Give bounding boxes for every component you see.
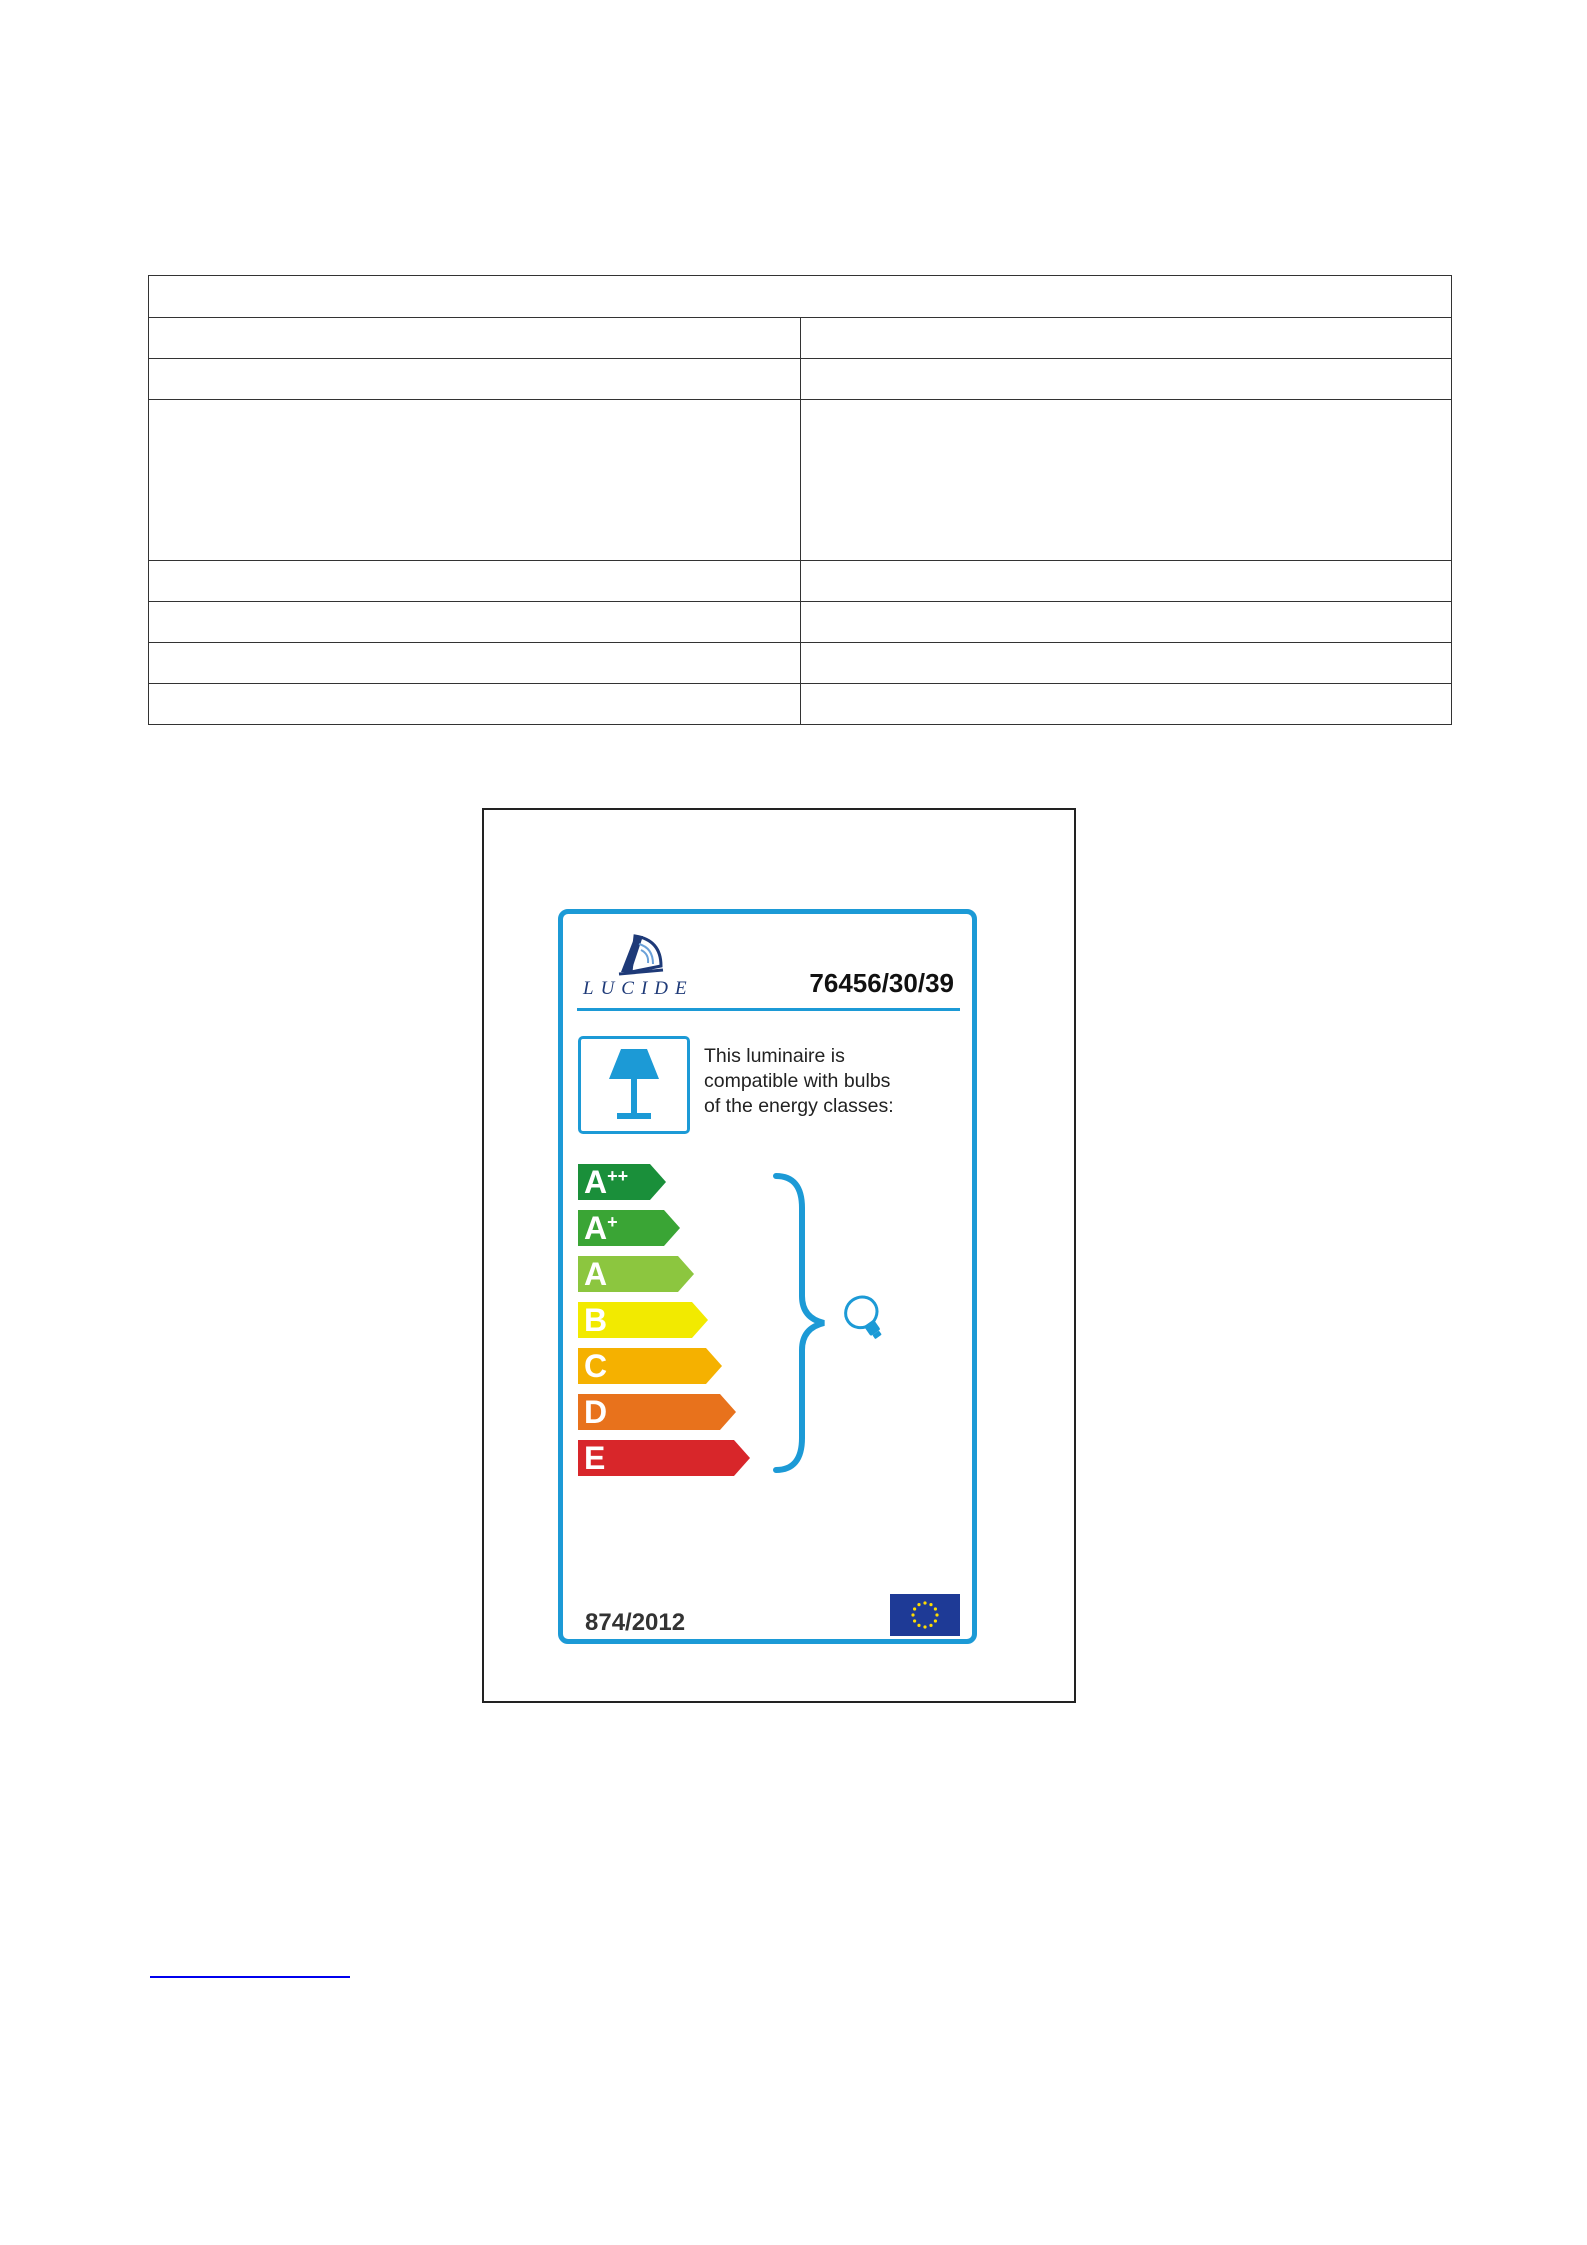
table-row (149, 318, 1452, 359)
compat-line: compatible with bulbs (704, 1070, 891, 1092)
spec-key (149, 643, 801, 684)
energy-label-frame (482, 808, 1076, 1703)
table-lamp-icon (581, 1039, 687, 1131)
spec-key (149, 561, 801, 602)
energy-class-label: D (584, 1394, 608, 1430)
energy-class-aplus (578, 1210, 680, 1246)
energy-class-b (578, 1302, 708, 1338)
energy-class-aplusplus (578, 1164, 666, 1200)
energy-class-label: C (584, 1348, 608, 1384)
table-row (149, 400, 1452, 561)
spec-table-header (149, 276, 1452, 318)
spec-key (149, 400, 801, 561)
spec-value (800, 561, 1452, 602)
energy-class-c (578, 1348, 722, 1384)
bulb-icon (835, 1286, 905, 1346)
energy-class-e (578, 1440, 750, 1476)
spec-key (149, 318, 801, 359)
brand-name: LUCIDE (583, 978, 694, 999)
energy-class-scale (578, 1164, 768, 1474)
table-row (149, 643, 1452, 684)
table-row (149, 561, 1452, 602)
header-divider (577, 1008, 960, 1011)
lamp-box (578, 1036, 690, 1134)
regulation-number: 874/2012 (585, 1609, 686, 1636)
compat-line: This luminaire is (704, 1045, 845, 1067)
spec-value (800, 643, 1452, 684)
energy-class-label: B (584, 1302, 608, 1338)
energy-class-label: A++ (584, 1164, 629, 1200)
spec-value (800, 359, 1452, 400)
table-row (149, 359, 1452, 400)
table-row (149, 684, 1452, 725)
footer-link[interactable] (150, 1950, 350, 1978)
energy-class-a (578, 1256, 694, 1292)
energy-label-card (558, 909, 977, 1644)
compat-line: of the energy classes: (704, 1095, 894, 1117)
spec-value (800, 602, 1452, 643)
energy-class-label: E (584, 1440, 606, 1476)
spec-key (149, 684, 801, 725)
brace-icon (770, 1168, 830, 1478)
spec-value (800, 400, 1452, 561)
eu-flag-icon (890, 1594, 960, 1636)
energy-class-d (578, 1394, 736, 1430)
spec-key (149, 359, 801, 400)
table-row (149, 602, 1452, 643)
energy-class-label: A (584, 1256, 608, 1292)
spec-key (149, 602, 801, 643)
compatibility-text (704, 1044, 964, 1119)
spec-value (800, 318, 1452, 359)
lucide-logo-icon (583, 930, 693, 998)
spec-table (148, 275, 1452, 725)
energy-class-label: A+ (584, 1210, 618, 1246)
model-number: 76456/30/39 (809, 968, 954, 998)
spec-value (800, 684, 1452, 725)
